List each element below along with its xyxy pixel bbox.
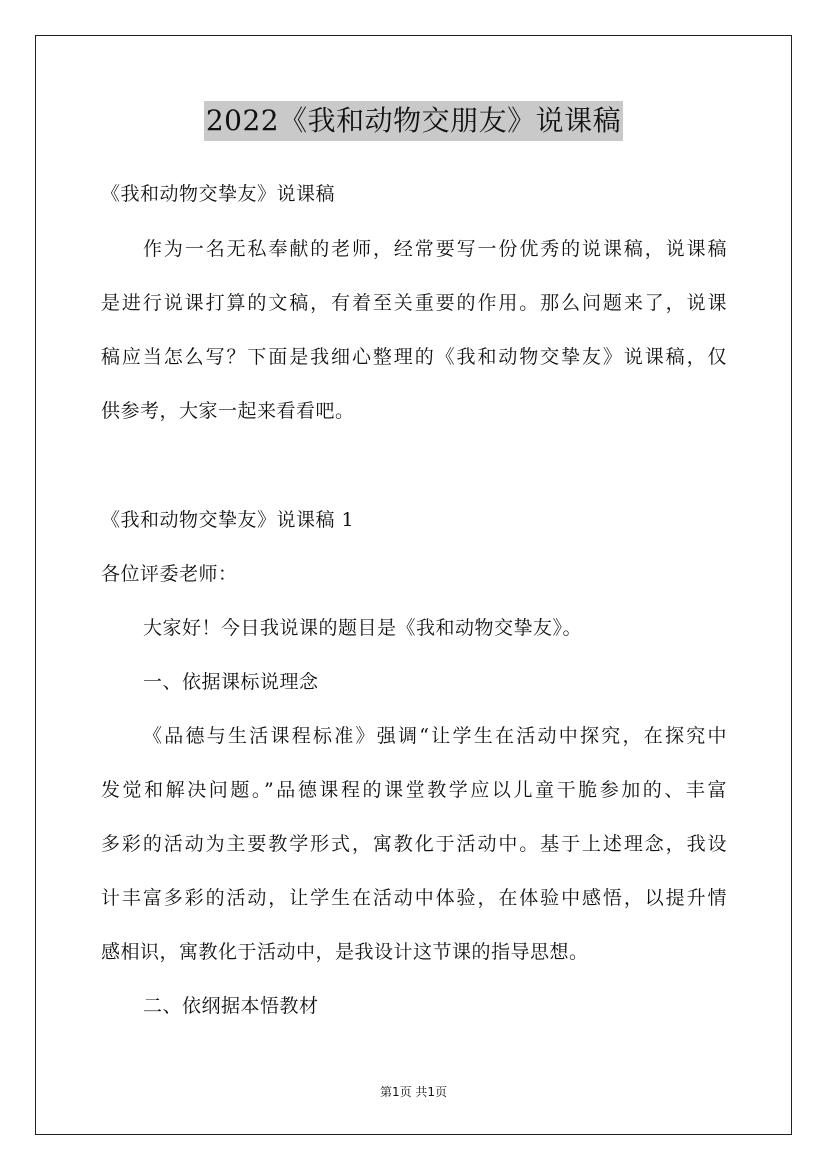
- intro-line-2: 是进行说课打算的文稿，有着至关重要的作用。那么问题来了，说课: [101, 292, 727, 314]
- title-container: [0, 101, 827, 141]
- section-heading: 《我和动物交挚友》说课稿 1: [101, 509, 355, 531]
- part1-line-4: 计丰富多彩的活动，让学生在活动中体验，在体验中感悟，以提升情: [101, 887, 727, 909]
- part1-line-1: 《品德与生活课程标准》强调“让学生在活动中探究，在探究中: [143, 725, 727, 747]
- part2-heading: 二、依纲据本悟教材: [143, 995, 319, 1017]
- intro-line-3: 稿应当怎么写？下面是我细心整理的《我和动物交挚友》说课稿，仅: [101, 346, 727, 368]
- salutation: 各位评委老师：: [101, 563, 238, 585]
- subtitle: 《我和动物交挚友》说课稿: [101, 183, 336, 205]
- part1-heading: 一、依据课标说理念: [143, 671, 319, 693]
- intro-line-4: 供参考，大家一起来看看吧。: [101, 400, 355, 422]
- intro-line-1: 作为一名无私奉献的老师，经常要写一份优秀的说课稿，说课稿: [143, 238, 727, 260]
- page-footer: 第1页 共1页: [379, 1085, 448, 1099]
- document-title: 2022《我和动物交朋友》说课稿: [204, 101, 623, 141]
- part1-line-3: 多彩的活动为主要教学形式，寓教化于活动中。基于上述理念，我设: [101, 833, 727, 855]
- part1-line-2: 发觉和解决问题。”品德课程的课堂教学应以儿童干脆参加的、丰富: [101, 779, 727, 801]
- part1-line-5: 感相识，寓教化于活动中，是我设计这节课的指导思想。: [101, 941, 589, 963]
- greeting: 大家好！今日我说课的题目是《我和动物交挚友》。: [143, 617, 583, 639]
